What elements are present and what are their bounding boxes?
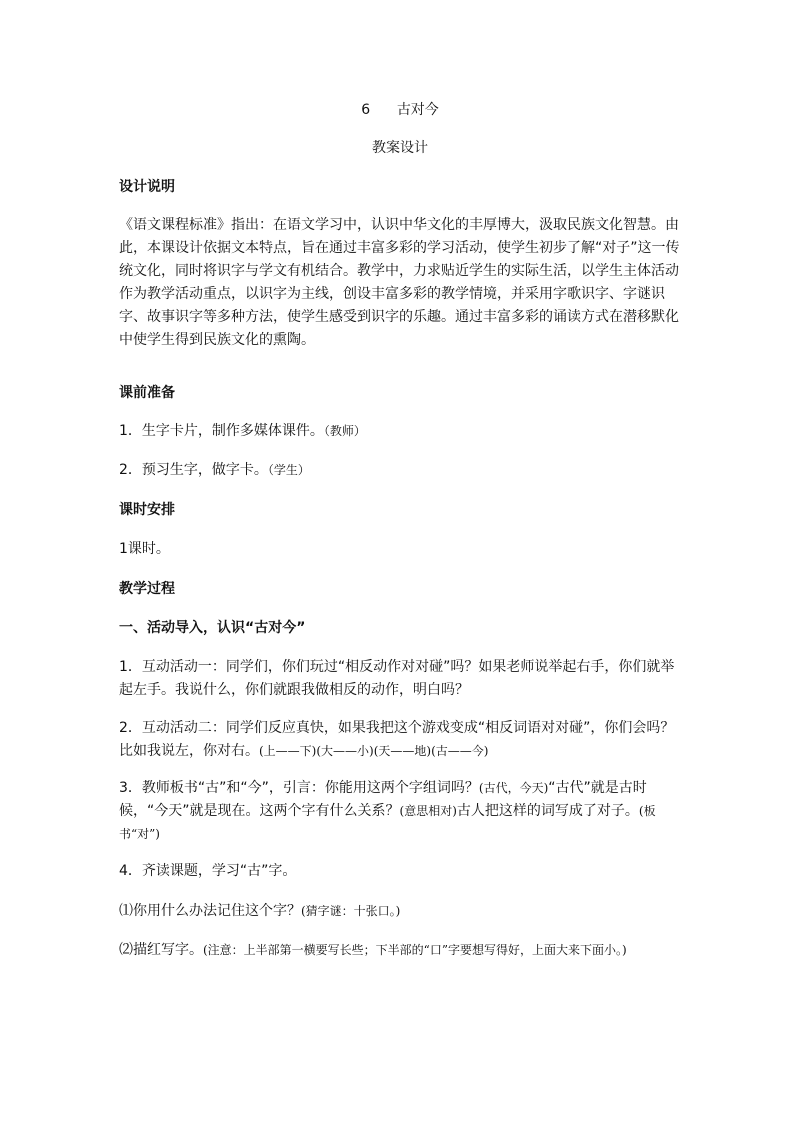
step1-item-3-text-b: “古代”就是古时候，“今天”就是现在。这两个字有什么关系？	[119, 780, 647, 819]
prep-item-2	[119, 459, 681, 482]
prep-item-2-note: （学生）	[267, 463, 310, 477]
step1-item-2	[119, 717, 681, 763]
prep-heading: 课前准备	[119, 385, 175, 401]
step1-item-4-2-note: (注意：上半部第一横要写长些；下半部的“口”字要想写得好，上面大来下面小。)	[203, 943, 627, 957]
step1-item-4-1	[119, 900, 681, 923]
step1-item-3-note-b: (意思相对)	[399, 804, 457, 818]
prep-item-2-text: 2．预习生字，做字卡。	[119, 462, 268, 478]
step1-heading: 一、活动导入，认识“古对今”	[119, 620, 306, 636]
schedule-text: 1课时。	[119, 541, 170, 557]
design-note-heading: 设计说明	[119, 179, 175, 195]
step1-item-3-text-a: 3．教师板书“古”和“今”，引言：你能用这两个字组词吗？	[119, 780, 479, 796]
step1-item-3-note-a: (古代，今天)	[478, 781, 549, 795]
step1-item-2-text: 2．互动活动二：同学们反应真快，如果我把这个游戏变成“相反词语对对碰”，你们会吗？比如我说左，你对右。	[119, 720, 675, 759]
prep-item-1	[119, 420, 681, 443]
step1-item-2-note: (上——下)(大——小)(天——地)(古——今)	[259, 744, 489, 758]
design-note-text: 《语文课程标准》指出：在语文学习中，认识中华文化的丰厚博大，汲取民族文化智慧。由此，本课设计依据文本特点，旨在通过丰富多彩的学习活动，使学生初步了解“对子”这一传统文化，同时将识字与学文有机结合。教学中，力求贴近学生的实际生活，以学生主体活动作为教学活动重点，以识字为主线，创设丰富多彩的教学情境，并采用字歌识字、字谜识字、故事识字等多种方法，使学生感受到识字的乐趣。通过丰富多彩的诵读方式在潜移默化中使学生得到民族文化的熏陶。	[119, 217, 680, 348]
lesson-title-line	[119, 99, 681, 119]
prep-item-1-text: 1．生字卡片，制作多媒体课件。	[119, 423, 324, 439]
step1-item-4-1-note: (猜字谜：十张口。)	[301, 904, 401, 918]
lesson-number: 6	[361, 102, 371, 118]
schedule-heading: 课时安排	[119, 502, 175, 518]
step1-item-4-1-text: ⑴你用什么办法记住这个字？	[119, 903, 301, 919]
step1-item-4-2	[119, 939, 681, 962]
process-heading: 教学过程	[119, 581, 175, 597]
step1-item-1: 1．互动活动一：同学们，你们玩过“相反动作对对碰”吗？如果老师说举起右手，你们就举起左手。我说什么，你们就跟我做相反的动作，明白吗？	[119, 659, 675, 698]
lesson-subtitle: 教案设计	[372, 140, 428, 156]
step1-item-3	[119, 777, 681, 846]
step1-item-3-text-c: 古人把这样的词写成了对子。	[456, 803, 639, 819]
prep-item-1-note: （教师）	[323, 424, 366, 438]
step1-item-4: 4．齐读课题，学习“古”字。	[119, 863, 297, 879]
step1-item-3-note-c: (板书“对”)	[119, 804, 656, 841]
lesson-title: 古对今	[396, 102, 439, 118]
step1-item-4-2-text: ⑵描红写字。	[119, 942, 203, 958]
